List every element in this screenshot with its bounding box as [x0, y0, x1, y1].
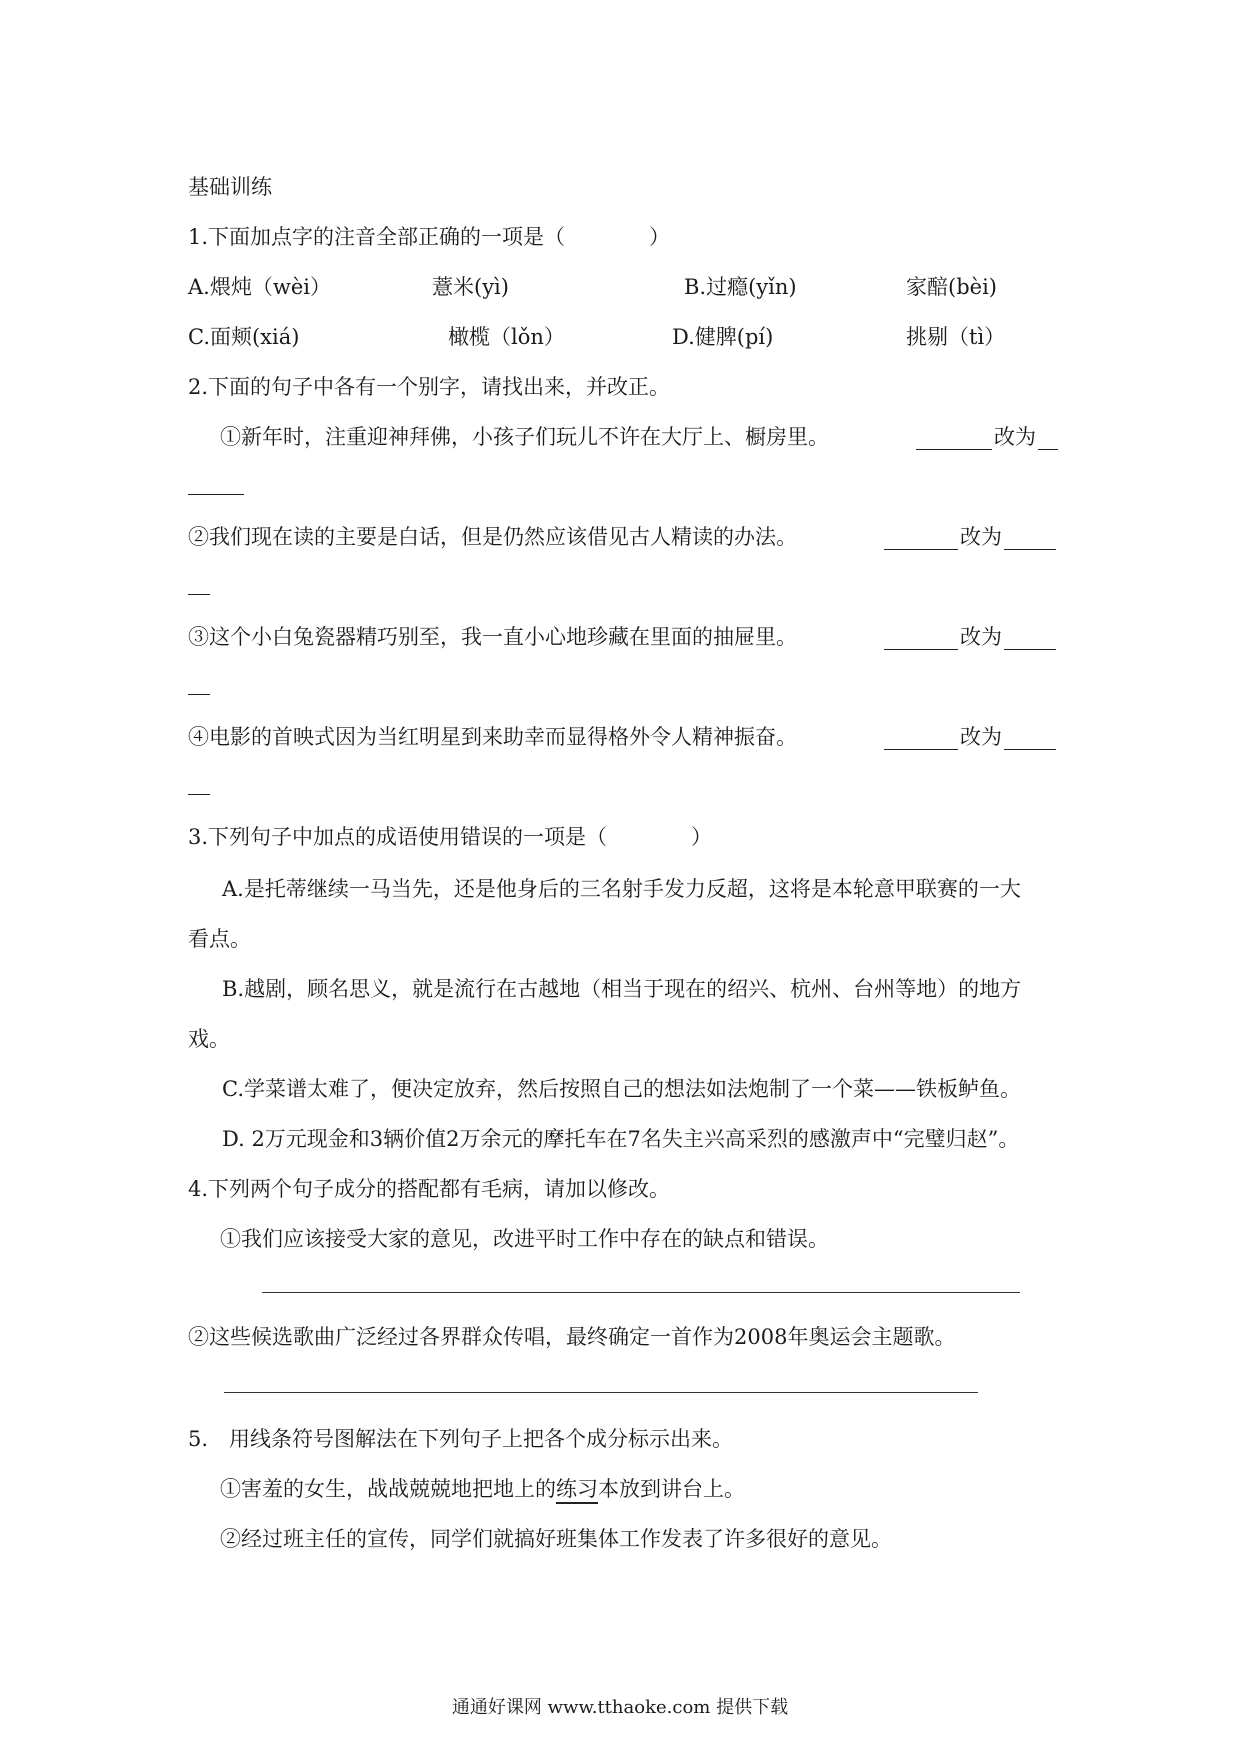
section-title: 基础训练 — [188, 175, 272, 199]
answer-blank-continued[interactable] — [188, 494, 244, 495]
answer-blank[interactable] — [884, 549, 958, 550]
q4-item-1: ①我们应该接受大家的意见，改进平时工作中存在的缺点和错误。 — [220, 1227, 829, 1251]
answer-line[interactable] — [224, 1392, 978, 1393]
q1-option-c1: C.面颊(xiá) — [188, 325, 300, 349]
q2-item-2-change-label: 改为 — [960, 525, 1002, 549]
q3-option-b: B.越剧，顾名思义，就是流行在古越地（相当于现在的绍兴、杭州、台州等地）的地方 — [222, 977, 1022, 1001]
q3-option-c: C.学菜谱太难了，便决定放弃，然后按照自己的想法如法炮制了一个菜——铁板鲈鱼。 — [222, 1077, 1021, 1101]
q2-item-1: ①新年时，注重迎神拜佛，小孩子们玩儿不许在大厅上、橱房里。 — [220, 425, 829, 449]
answer-blank[interactable] — [884, 649, 958, 650]
q5-item-1-before: ①害羞的女生，战战兢兢地把地上的 — [220, 1477, 556, 1501]
q5-item-1-after: 本放到讲台上。 — [598, 1477, 745, 1501]
q3-option-a-continued: 看点。 — [188, 927, 251, 951]
q2-item-3: ③这个小白兔瓷器精巧别至，我一直小心地珍藏在里面的抽屉里。 — [188, 625, 797, 649]
answer-line[interactable] — [262, 1292, 1020, 1293]
answer-blank-continued[interactable] — [188, 594, 210, 595]
answer-blank[interactable] — [1004, 649, 1056, 650]
q2-item-2: ②我们现在读的主要是白话，但是仍然应该借见古人精读的办法。 — [188, 525, 797, 549]
answer-blank[interactable] — [1004, 549, 1056, 550]
q1-stem: 1.下面加点字的注音全部正确的一项是（ ） — [188, 225, 671, 249]
q1-option-b2: 家醅(bèi) — [906, 275, 997, 299]
q1-option-a1: A.煨炖（wèi） — [188, 275, 331, 299]
q5-item-2: ②经过班主任的宣传，同学们就搞好班集体工作发表了许多很好的意见。 — [220, 1527, 892, 1551]
q2-item-4: ④电影的首映式因为当红明星到来助幸而显得格外令人精神振奋。 — [188, 725, 797, 749]
q3-option-d: D. 2万元现金和3辆价值2万余元的摩托车在7名失主兴高采烈的感激声中“完璧归赵”。 — [222, 1127, 1020, 1151]
q3-option-a: A.是托蒂继续一马当先，还是他身后的三名射手发力反超，这将是本轮意甲联赛的一大 — [222, 877, 1021, 901]
answer-blank[interactable] — [884, 749, 958, 750]
q3-option-b-continued: 戏。 — [188, 1027, 230, 1051]
footer: 通通好课网 www.tthaoke.com 提供下载 — [451, 1697, 789, 1718]
q1-option-d1: D.健脾(pí) — [672, 325, 774, 349]
q2-item-1-change-label: 改为 — [994, 425, 1036, 449]
q1-option-a2: 薏米(yì) — [432, 275, 509, 299]
q3-stem: 3.下列句子中加点的成语使用错误的一项是（ ） — [188, 825, 713, 849]
q2-item-3-change-label: 改为 — [960, 625, 1002, 649]
underlined-word: 练习 — [556, 1477, 598, 1504]
answer-blank-continued[interactable] — [188, 794, 210, 795]
answer-blank[interactable] — [1038, 449, 1058, 450]
answer-blank-continued[interactable] — [188, 694, 210, 695]
q4-item-2: ②这些候选歌曲广泛经过各界群众传唱，最终确定一首作为2008年奥运会主题歌。 — [188, 1325, 956, 1349]
q5-stem: 5. 用线条符号图解法在下列句子上把各个成分标示出来。 — [188, 1427, 734, 1451]
q1-option-b1: B.过瘾(yǐn) — [684, 275, 797, 299]
q1-option-d2: 挑剔（tì） — [906, 325, 1006, 349]
q1-option-c2: 橄榄（lǒn） — [448, 325, 565, 349]
answer-blank[interactable] — [1004, 749, 1056, 750]
q2-stem: 2.下面的句子中各有一个别字，请找出来，并改正。 — [188, 375, 671, 399]
q4-stem: 4.下列两个句子成分的搭配都有毛病，请加以修改。 — [188, 1177, 671, 1201]
answer-blank[interactable] — [916, 449, 992, 450]
q5-item-1 — [220, 1474, 745, 1504]
q2-item-4-change-label: 改为 — [960, 725, 1002, 749]
